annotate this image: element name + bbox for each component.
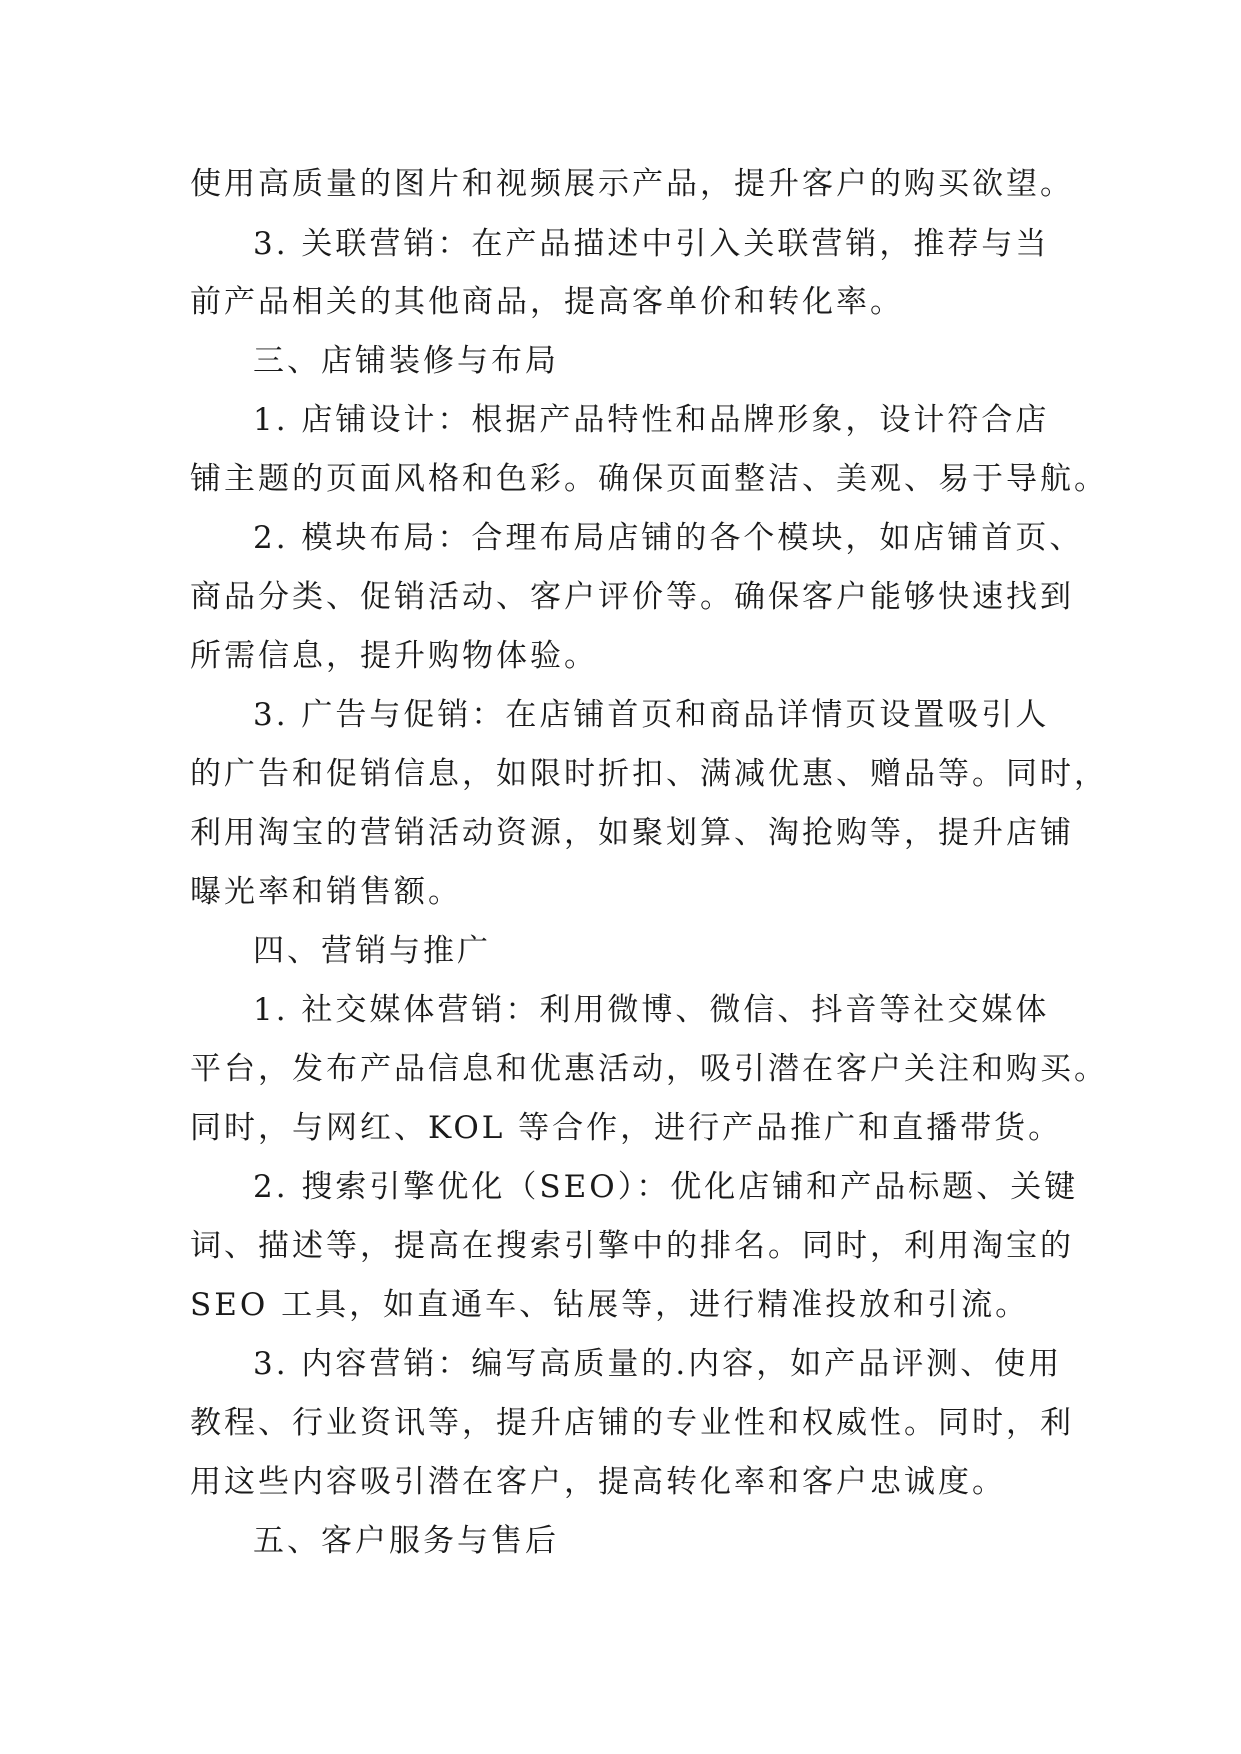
text-line: SEO 工具，如直通车、钻展等，进行精准投放和引流。 — [190, 1287, 1030, 1323]
list-item-heading-line: 3. 广告与促销：在店铺首页和商品详情页设置吸引人 — [253, 697, 1050, 733]
text-line: 前产品相关的其他商品，提高客单价和转化率。 — [190, 284, 904, 320]
text-line: 同时，与网红、KOL 等合作，进行产品推广和直播带货。 — [190, 1110, 1063, 1146]
list-item-heading-line: 2. 模块布局：合理布局店铺的各个模块，如店铺首页、 — [253, 520, 1084, 556]
section-heading: 三、店铺装修与布局 — [253, 343, 559, 379]
list-item-heading-line: 1. 社交媒体营销：利用微博、微信、抖音等社交媒体 — [253, 992, 1050, 1028]
text-line: 所需信息，提升购物体验。 — [190, 638, 598, 674]
text-line: 平台，发布产品信息和优惠活动，吸引潜在客户关注和购买。 — [190, 1051, 1108, 1087]
text-line: 用这些内容吸引潜在客户，提高转化率和客户忠诚度。 — [190, 1464, 1006, 1500]
section-heading: 五、客户服务与售后 — [253, 1523, 559, 1559]
text-line: 教程、行业资讯等，提升店铺的专业性和权威性。同时，利 — [190, 1405, 1074, 1441]
text-line: 词、描述等，提高在搜索引擎中的排名。同时，利用淘宝的 — [190, 1228, 1074, 1264]
list-item-heading-line: 1. 店铺设计：根据产品特性和品牌形象，设计符合店 — [253, 402, 1050, 438]
text-line: 铺主题的页面风格和色彩。确保页面整洁、美观、易于导航。 — [190, 461, 1108, 497]
text-line: 的广告和促销信息，如限时折扣、满减优惠、赠品等。同时， — [190, 756, 1108, 792]
list-item-heading-line: 3. 内容营销：编写高质量的.内容，如产品评测、使用 — [253, 1346, 1063, 1382]
list-item-heading-line: 3. 关联营销：在产品描述中引入关联营销，推荐与当 — [253, 226, 1050, 262]
section-heading: 四、营销与推广 — [253, 933, 491, 969]
text-line: 使用高质量的图片和视频展示产品，提升客户的购买欲望。 — [190, 166, 1074, 202]
text-line: 利用淘宝的营销活动资源，如聚划算、淘抢购等，提升店铺 — [190, 815, 1074, 851]
text-line: 商品分类、促销活动、客户评价等。确保客户能够快速找到 — [190, 579, 1074, 615]
text-line: 曝光率和销售额。 — [190, 874, 462, 910]
list-item-heading-line: 2. 搜索引擎优化（SEO）：优化店铺和产品标题、关键 — [253, 1169, 1079, 1205]
